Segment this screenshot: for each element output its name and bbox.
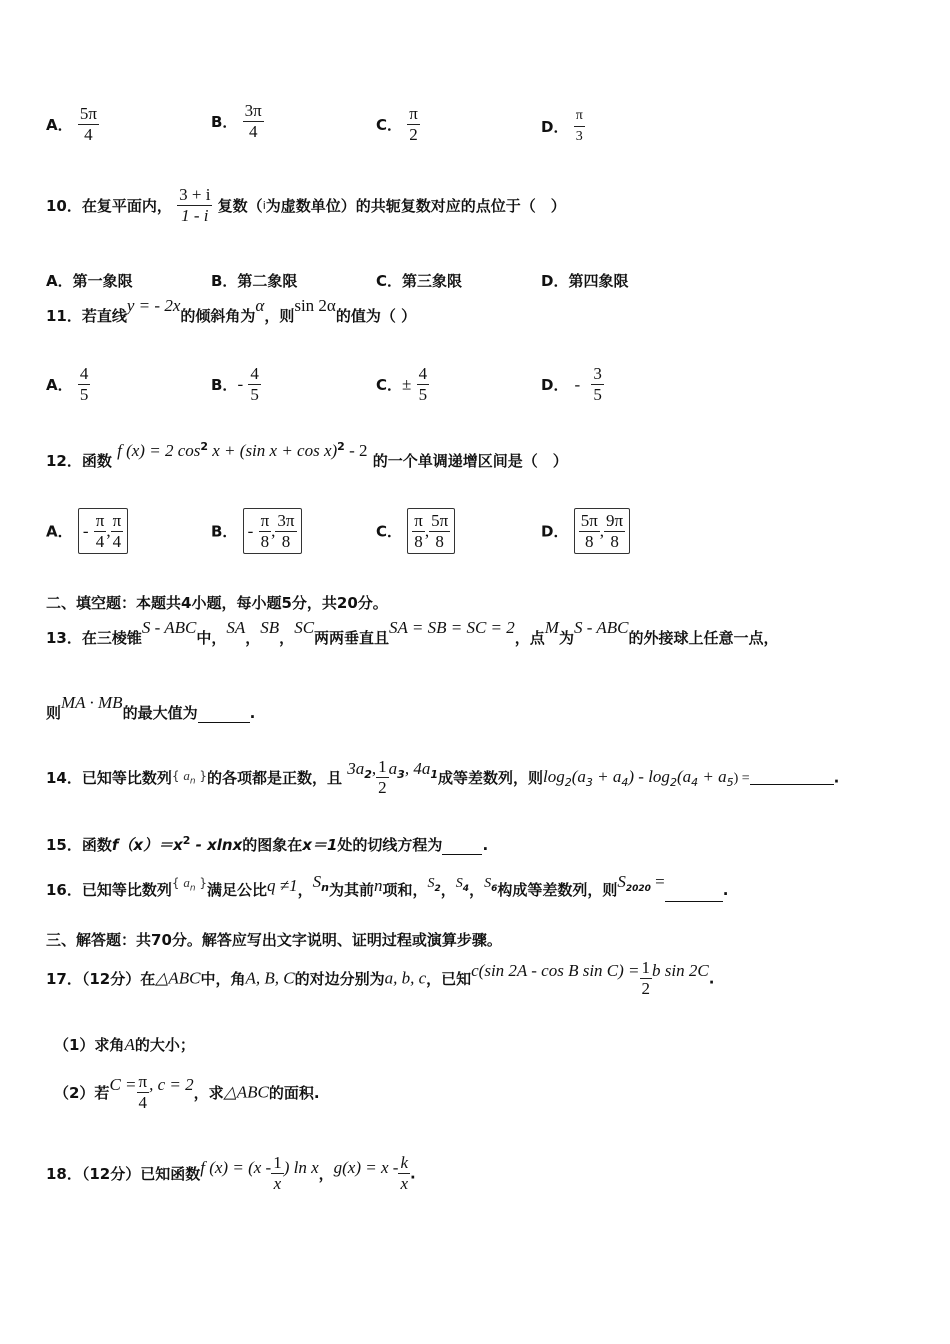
q9-option-a: A． $\frac{5\pi}{4}$ [46,104,97,144]
q12-option-b: B． - $\frac{\pi}{8}$ , $\frac{3\pi}{8}$ [211,508,302,554]
q16-answer-blank[interactable] [665,901,723,902]
q10-option-b: B．第二象限 [211,272,298,290]
q10-option-a: A．第一象限 [46,272,133,290]
q17-part1: （1）求角A的大小； [54,1035,195,1054]
q17-stem: 17．（12分）在△ABC中，角A, B, C的对边分别为a, b, c，已知c(sin 2A - cos B sin C) = $\frac{1}{2}$ b sin 2C. [46,958,715,998]
q9-option-b: B． $\frac{3\pi}{4}$ [211,101,262,141]
q12-stem: 12．函数 f (x) = 2 $\cos^2 x + (\sin$ x + cos x)$^2$ - 2 的一个单调递增区间是（ ） [46,440,568,470]
section-solution-heading: 三、解答题：共70分。解答应写出文字说明、证明过程或演算步骤。 [46,931,502,949]
q9-option-c: C． $\frac{\pi}{2}$ [376,104,418,144]
q15-answer-blank[interactable] [442,854,482,855]
q12-option-c: C． $\frac{\pi}{8}$ , $\frac{5\pi}{8}$ [376,508,455,554]
q11-option-d: D． - $\frac{3}{5}$ [541,364,602,404]
q17-part2: （2）若C = $\frac{\pi}{4}$ , c = 2，求△ABC的面积. [54,1072,320,1112]
q11-stem: 11．若直线y = - 2x的倾斜角为α，则sin 2α的值为（ ） [46,296,417,325]
q15-stem: 15．函数$f(x)=x^2 - xlnx$的图象在x＝1处的切线方程为 . [46,834,489,854]
section-fill-in-heading: 二、填空题：本题共4小题，每小题5分，共20分。 [46,594,388,612]
q10-option-c: C．第三象限 [376,272,463,290]
q10-fraction: $\frac{3 + i}{1 - i}$ [179,185,211,225]
q10-stem: 10．在复平面内， $\frac{3 + i}{1 - i}$ 复数（i为虚数单位）的共轭复数对应的点位于（ ） [46,185,566,225]
q14-stem: 14．已知等比数列{ $a_n$ }的各项都是正数，且 $3a_2$, $\frac{1}{2}$ $a_3$, $4a_1$成等差数列，则$\log_2(a_3 + a_4) - \log_2(a_4 + a_5)$ = . [46,757,840,797]
q11-option-a: A． $\frac{4}{5}$ [46,364,89,404]
q11-option-b: B．- $\frac{4}{5}$ [211,364,259,404]
q9-option-d: D． $\frac{\pi}{3}$ [541,108,583,144]
q13-line2: 则MA · MB的最大值为 . [46,693,256,722]
q13-stem: 13．在三棱锥S - ABC中，SA，SB，SC两两垂直且SA = SB = SC = 2，点M为S - ABC的外接球上任意一点， [46,618,779,647]
q13-answer-blank[interactable] [198,722,250,723]
q12-option-a: A． - $\frac{\pi}{4}$ , $\frac{\pi}{4}$ [46,508,128,554]
q12-option-d: D． $\frac{5\pi}{8}$ , $\frac{9\pi}{8}$ [541,508,630,554]
q14-answer-blank[interactable] [750,770,834,785]
q16-stem: 16．已知等比数列$^{\{ a_n \}}$满足公比q ≠1，$S_n$为其前n项和，$S_2$，$S_4$，$S_6$构成等差数列，则$S_{2020}$ = . [46,879,728,902]
q11-option-c: C．± $\frac{4}{5}$ [376,364,428,404]
q18-stem: 18．（12分）已知函数f (x) = (x - $\frac{1}{x}$ ) ln x，g(x) = x - $\frac{k}{x}$ . [46,1153,416,1193]
q10-option-d: D．第四象限 [541,272,629,290]
